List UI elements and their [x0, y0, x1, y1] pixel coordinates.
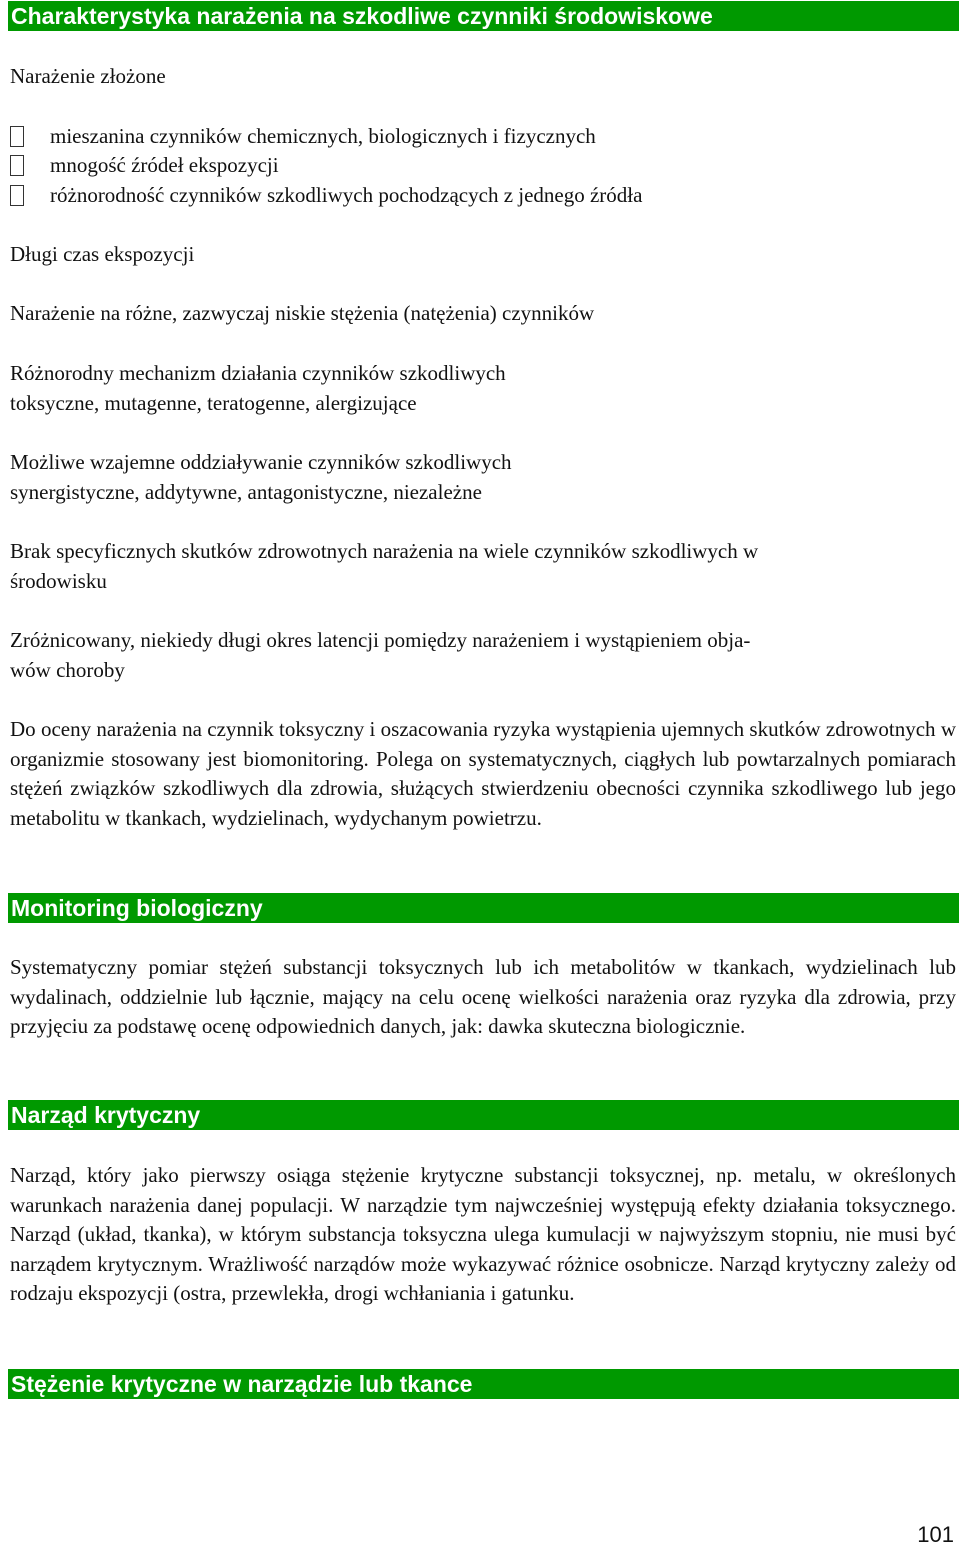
interaction-types-line: synergistyczne, addytywne, antagonistyczne, niezależne [10, 480, 482, 504]
mechanism-types-line: toksyczne, mutagenne, teratogenne, alergizujące [10, 391, 417, 415]
latency-cont: wów choroby [10, 658, 125, 682]
bullet-item [10, 121, 596, 151]
low-concentration-line: Narażenie na różne, zazwyczaj niskie stężenia (natężenia) czynników [10, 301, 595, 325]
section-heading-critical-organ: Narząd krytyczny [8, 1100, 959, 1130]
bullet-text: różnorodność czynników szkodliwych pochodzących z jednego źródła [50, 183, 643, 207]
bullet-item [10, 150, 279, 180]
no-specific-effects-line: Brak specyficznych skutków zdrowotnych narażenia na wiele czynników szkodliwych w [10, 539, 759, 563]
bullet-text: mnogość źródeł ekspozycji [50, 153, 279, 177]
checkbox-icon [10, 185, 24, 206]
section-heading-critical-concentration: Stężenie krytyczne w narządzie lub tkance [8, 1369, 959, 1399]
bullet-text: mieszanina czynników chemicznych, biologicznych i fizycznych [50, 124, 596, 148]
checkbox-icon [10, 155, 24, 176]
biomonitoring-paragraph: Do oceny narażenia na czynnik toksyczny i oszacowania ryzyka wystąpienia ujemnych skutków zdrowotnych w organizmie stosowany jest biomonitoring. Polega on systematycznych, ciągłych lub powtarzalnych pomiarach stężeń związków szkodliwych dla zdrowia, służących stwierdzeniu obecności czynnika szkodliwego lub jego metabolitu w tkankach, wydzielinach, wydychanym powietrzu. [10, 717, 956, 830]
section-heading-biological-monitoring: Monitoring biologiczny [8, 893, 959, 923]
complex-exposure-label: Narażenie złożone [10, 64, 166, 88]
latency-line: Zróżnicowany, niekiedy długi okres latencji pomiędzy narażeniem i wystąpieniem obja- [10, 628, 751, 652]
checkbox-icon [10, 126, 24, 147]
interaction-line: Możliwe wzajemne oddziaływanie czynników szkodliwych [10, 450, 512, 474]
page-number: 101 [917, 1522, 954, 1547]
section-heading-characteristics: Charakterystyka narażenia na szkodliwe czynniki środowiskowe [8, 1, 959, 31]
mechanism-line: Różnorodny mechanizm działania czynników szkodliwych [10, 361, 506, 385]
biological-monitoring-paragraph: Systematyczny pomiar stężeń substancji toksycznych lub ich metabolitów w tkankach, wydzielinach lub wydalinach, oddzielnie lub łącznie, mający na celu ocenę wielkości narażenia oraz ryzyka dla zdrowia, przy przyjęciu za podstawę ocenę odpowiednich danych, jak: dawka skuteczna biologicznie. [10, 955, 956, 1039]
critical-organ-paragraph: Narząd, który jako pierwszy osiąga stężenie krytyczne substancji toksycznej, np. metalu, w określonych warunkach narażenia danej populacji. W narządzie tym najwcześniej występują efekty działania toksycznego. Narząd (układ, tkanka), w którym substancja toksyczna ulega kumulacji w najwyższym stopniu, nie musi być narządem krytycznym. Wrażliwość narządów może wykazywać różnice osobnicze. Narząd krytyczny zależy od rodzaju ekspozycji (ostra, przewlekła, drogi wchłaniania i gatunku. [10, 1163, 956, 1306]
no-specific-effects-cont: środowisku [10, 569, 107, 593]
bullet-item [10, 180, 642, 210]
long-exposure-line: Długi czas ekspozycji [10, 242, 195, 266]
